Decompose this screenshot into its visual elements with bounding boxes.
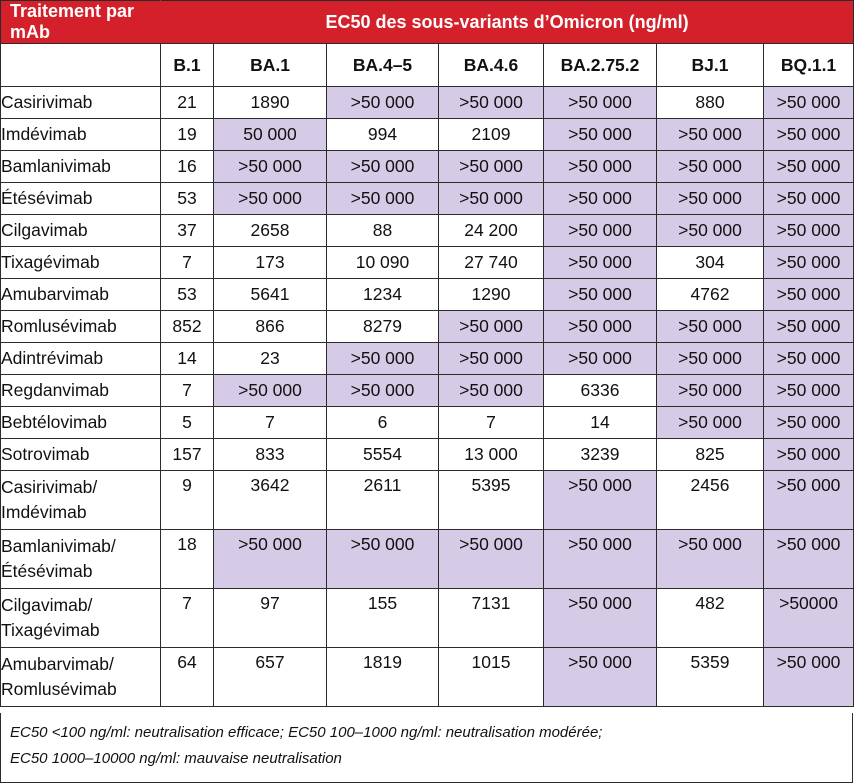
ec50-value-cell: 3239 — [544, 439, 657, 471]
ec50-value-cell: 7 — [161, 375, 214, 407]
ec50-value-cell: 3642 — [214, 471, 327, 530]
table-row — [1, 530, 854, 589]
ec50-value-cell: >50 000 — [544, 343, 657, 375]
ec50-value-cell: 866 — [214, 311, 327, 343]
variant-header-1: BA.1 — [214, 44, 327, 87]
ec50-value-cell: 9 — [161, 471, 214, 530]
treatment-name-cell — [1, 407, 161, 439]
treatment-name: Cilgavimab — [1, 220, 88, 240]
ec50-value-cell: 5554 — [327, 439, 439, 471]
table-row — [1, 247, 854, 279]
ec50-value-cell: >50 000 — [439, 87, 544, 119]
treatment-name: Bamlanivimab — [1, 156, 111, 176]
ec50-value-cell: >50000 — [764, 589, 854, 648]
treatment-name: Romlusévimab — [1, 679, 117, 699]
ec50-value-cell: 2611 — [327, 471, 439, 530]
variant-header-6: BQ.1.1 — [764, 44, 854, 87]
ec50-value-cell: 657 — [214, 648, 327, 707]
ec50-value-cell: 21 — [161, 87, 214, 119]
table-row — [1, 151, 854, 183]
ec50-value-cell: 10 090 — [327, 247, 439, 279]
ec50-value-cell: 14 — [544, 407, 657, 439]
ec50-value-cell: >50 000 — [439, 375, 544, 407]
footnote-line: EC50 <100 ng/ml: neutralisation efficace; EC50 100–1000 ng/ml: neutralisation modérée; — [10, 724, 603, 741]
table-body — [1, 87, 854, 707]
treatment-name-cell — [1, 151, 161, 183]
treatment-name: Casirivimab/ — [1, 477, 98, 497]
ec50-value-cell: >50 000 — [764, 215, 854, 247]
table-row — [1, 119, 854, 151]
ec50-value-cell: >50 000 — [327, 87, 439, 119]
ec50-value-cell: >50 000 — [544, 151, 657, 183]
table-row — [1, 375, 854, 407]
ec50-value-cell: >50 000 — [657, 311, 764, 343]
ec50-value-cell: >50 000 — [657, 375, 764, 407]
ec50-value-cell: >50 000 — [657, 215, 764, 247]
treatment-name-cell — [1, 375, 161, 407]
ec50-value-cell: >50 000 — [764, 87, 854, 119]
ec50-value-cell: >50 000 — [544, 589, 657, 648]
table-row — [1, 279, 854, 311]
treatment-name: Imdévimab — [1, 502, 87, 522]
ec50-value-cell: >50 000 — [544, 471, 657, 530]
treatment-name: Tixagévimab — [1, 620, 100, 640]
ec50-header: EC50 des sous-variants d’Omicron (ng/ml) — [161, 1, 854, 44]
treatment-name-cell — [1, 247, 161, 279]
treatment-header: Traitement par mAb — [1, 1, 161, 44]
treatment-name: Étésévimab — [1, 561, 93, 581]
treatment-name-cell — [1, 343, 161, 375]
variant-header-0: B.1 — [161, 44, 214, 87]
ec50-value-cell: 4762 — [657, 279, 764, 311]
ec50-value-cell: 13 000 — [439, 439, 544, 471]
ec50-value-cell: 50 000 — [214, 119, 327, 151]
treatment-name: Imdévimab — [1, 124, 87, 144]
ec50-value-cell: >50 000 — [764, 439, 854, 471]
ec50-value-cell: 8279 — [327, 311, 439, 343]
table-row — [1, 311, 854, 343]
ec50-value-cell: 6 — [327, 407, 439, 439]
treatment-name-cell — [1, 279, 161, 311]
ec50-value-cell: >50 000 — [764, 471, 854, 530]
ec50-value-cell: 825 — [657, 439, 764, 471]
ec50-value-cell: >50 000 — [657, 407, 764, 439]
treatment-name: Étésévimab — [1, 188, 93, 208]
ec50-value-cell: 1290 — [439, 279, 544, 311]
table-row — [1, 648, 854, 707]
ec50-value-cell: 1015 — [439, 648, 544, 707]
footnote-line: EC50 1000–10000 ng/ml: mauvaise neutralisation — [10, 750, 342, 767]
treatment-name: Regdanvimab — [1, 380, 109, 400]
footnote — [0, 713, 853, 783]
variant-header-3: BA.4.6 — [439, 44, 544, 87]
ec50-value-cell: 155 — [327, 589, 439, 648]
ec50-value-cell: >50 000 — [439, 183, 544, 215]
ec50-value-cell: >50 000 — [657, 530, 764, 589]
ec50-value-cell: 88 — [327, 215, 439, 247]
ec50-value-cell: 880 — [657, 87, 764, 119]
ec50-value-cell: >50 000 — [544, 279, 657, 311]
ec50-value-cell: 97 — [214, 589, 327, 648]
ec50-value-cell: 19 — [161, 119, 214, 151]
ec50-value-cell: 5641 — [214, 279, 327, 311]
treatment-name: Bebtélovimab — [1, 412, 108, 432]
ec50-value-cell: 2658 — [214, 215, 327, 247]
ec50-value-cell: >50 000 — [764, 375, 854, 407]
variant-header-4: BA.2.75.2 — [544, 44, 657, 87]
ec50-value-cell: >50 000 — [327, 530, 439, 589]
treatment-name: Bamlanivimab/ — [1, 536, 116, 556]
ec50-value-cell: >50 000 — [439, 151, 544, 183]
table-row — [1, 439, 854, 471]
treatment-name-cell — [1, 119, 161, 151]
treatment-name-cell — [1, 471, 161, 530]
treatment-name: Tixagévimab — [1, 252, 100, 272]
ec50-value-cell: >50 000 — [657, 343, 764, 375]
ec50-value-cell: >50 000 — [439, 311, 544, 343]
ec50-value-cell: >50 000 — [544, 247, 657, 279]
table-row — [1, 589, 854, 648]
ec50-value-cell: >50 000 — [764, 343, 854, 375]
ec50-value-cell: >50 000 — [439, 530, 544, 589]
ec50-value-cell: 994 — [327, 119, 439, 151]
ec50-value-cell: 304 — [657, 247, 764, 279]
ec50-value-cell: >50 000 — [657, 183, 764, 215]
ec50-value-cell: 5395 — [439, 471, 544, 530]
ec50-value-cell: >50 000 — [327, 343, 439, 375]
table-row — [1, 471, 854, 530]
table-row — [1, 215, 854, 247]
ec50-value-cell: 37 — [161, 215, 214, 247]
ec50-value-cell: 5359 — [657, 648, 764, 707]
ec50-value-cell: >50 000 — [544, 648, 657, 707]
ec50-value-cell: 53 — [161, 183, 214, 215]
empty-header-cell — [1, 44, 161, 87]
ec50-value-cell: 482 — [657, 589, 764, 648]
table-row — [1, 87, 854, 119]
ec50-value-cell: >50 000 — [439, 343, 544, 375]
ec50-value-cell: >50 000 — [214, 530, 327, 589]
ec50-value-cell: >50 000 — [544, 183, 657, 215]
ec50-value-cell: 1234 — [327, 279, 439, 311]
table-row — [1, 407, 854, 439]
ec50-value-cell: >50 000 — [764, 151, 854, 183]
ec50-value-cell: >50 000 — [764, 530, 854, 589]
ec50-value-cell: 27 740 — [439, 247, 544, 279]
ec50-value-cell: 7 — [214, 407, 327, 439]
ec50-value-cell: 5 — [161, 407, 214, 439]
ec50-value-cell: >50 000 — [764, 183, 854, 215]
treatment-name: Cilgavimab/ — [1, 595, 93, 615]
variant-header-5: BJ.1 — [657, 44, 764, 87]
treatment-name: Sotrovimab — [1, 444, 90, 464]
treatment-name: Amubarvimab — [1, 284, 109, 304]
ec50-value-cell: >50 000 — [657, 151, 764, 183]
ec50-value-cell: >50 000 — [327, 375, 439, 407]
ec50-value-cell: 14 — [161, 343, 214, 375]
ec50-value-cell: >50 000 — [764, 247, 854, 279]
title-row — [1, 1, 854, 44]
ec50-value-cell: >50 000 — [657, 119, 764, 151]
table-row — [1, 183, 854, 215]
ec50-value-cell: 53 — [161, 279, 214, 311]
treatment-name: Romlusévimab — [1, 316, 117, 336]
treatment-name-cell — [1, 589, 161, 648]
ec50-value-cell: >50 000 — [764, 279, 854, 311]
treatment-name-cell — [1, 183, 161, 215]
ec50-value-cell: >50 000 — [764, 311, 854, 343]
variant-header-row — [1, 44, 854, 87]
ec50-value-cell: >50 000 — [544, 119, 657, 151]
treatment-name-cell — [1, 311, 161, 343]
ec50-value-cell: >50 000 — [327, 151, 439, 183]
ec50-value-cell: >50 000 — [544, 530, 657, 589]
ec50-value-cell: 64 — [161, 648, 214, 707]
treatment-name: Adintrévimab — [1, 348, 104, 368]
ec50-value-cell: >50 000 — [764, 119, 854, 151]
ec50-value-cell: 7 — [439, 407, 544, 439]
treatment-name: Casirivimab — [1, 92, 93, 112]
ec50-value-cell: 23 — [214, 343, 327, 375]
ec50-value-cell: >50 000 — [214, 151, 327, 183]
ec50-value-cell: 18 — [161, 530, 214, 589]
table-row — [1, 343, 854, 375]
treatment-name-cell — [1, 648, 161, 707]
ec50-value-cell: 833 — [214, 439, 327, 471]
treatment-name-cell — [1, 530, 161, 589]
ec50-value-cell: >50 000 — [544, 215, 657, 247]
ec50-value-cell: 157 — [161, 439, 214, 471]
variant-header-2: BA.4–5 — [327, 44, 439, 87]
ec50-value-cell: >50 000 — [544, 311, 657, 343]
ec50-value-cell: 16 — [161, 151, 214, 183]
ec50-value-cell: 2456 — [657, 471, 764, 530]
ec50-value-cell: 7131 — [439, 589, 544, 648]
ec50-value-cell: 1819 — [327, 648, 439, 707]
ec50-value-cell: >50 000 — [764, 648, 854, 707]
treatment-name-cell — [1, 87, 161, 119]
ec50-value-cell: >50 000 — [544, 87, 657, 119]
treatment-name-cell — [1, 215, 161, 247]
ec50-value-cell: >50 000 — [764, 407, 854, 439]
ec50-value-cell: 6336 — [544, 375, 657, 407]
ec50-value-cell: >50 000 — [214, 183, 327, 215]
treatment-name-cell — [1, 439, 161, 471]
ec50-value-cell: 7 — [161, 589, 214, 648]
ec50-value-cell: 1890 — [214, 87, 327, 119]
ec50-value-cell: 852 — [161, 311, 214, 343]
ec50-value-cell: >50 000 — [214, 375, 327, 407]
ec50-value-cell: 173 — [214, 247, 327, 279]
ec50-value-cell: 7 — [161, 247, 214, 279]
treatment-name: Amubarvimab/ — [1, 654, 114, 674]
ec50-value-cell: >50 000 — [327, 183, 439, 215]
ec50-value-cell: 2109 — [439, 119, 544, 151]
ec50-value-cell: 24 200 — [439, 215, 544, 247]
